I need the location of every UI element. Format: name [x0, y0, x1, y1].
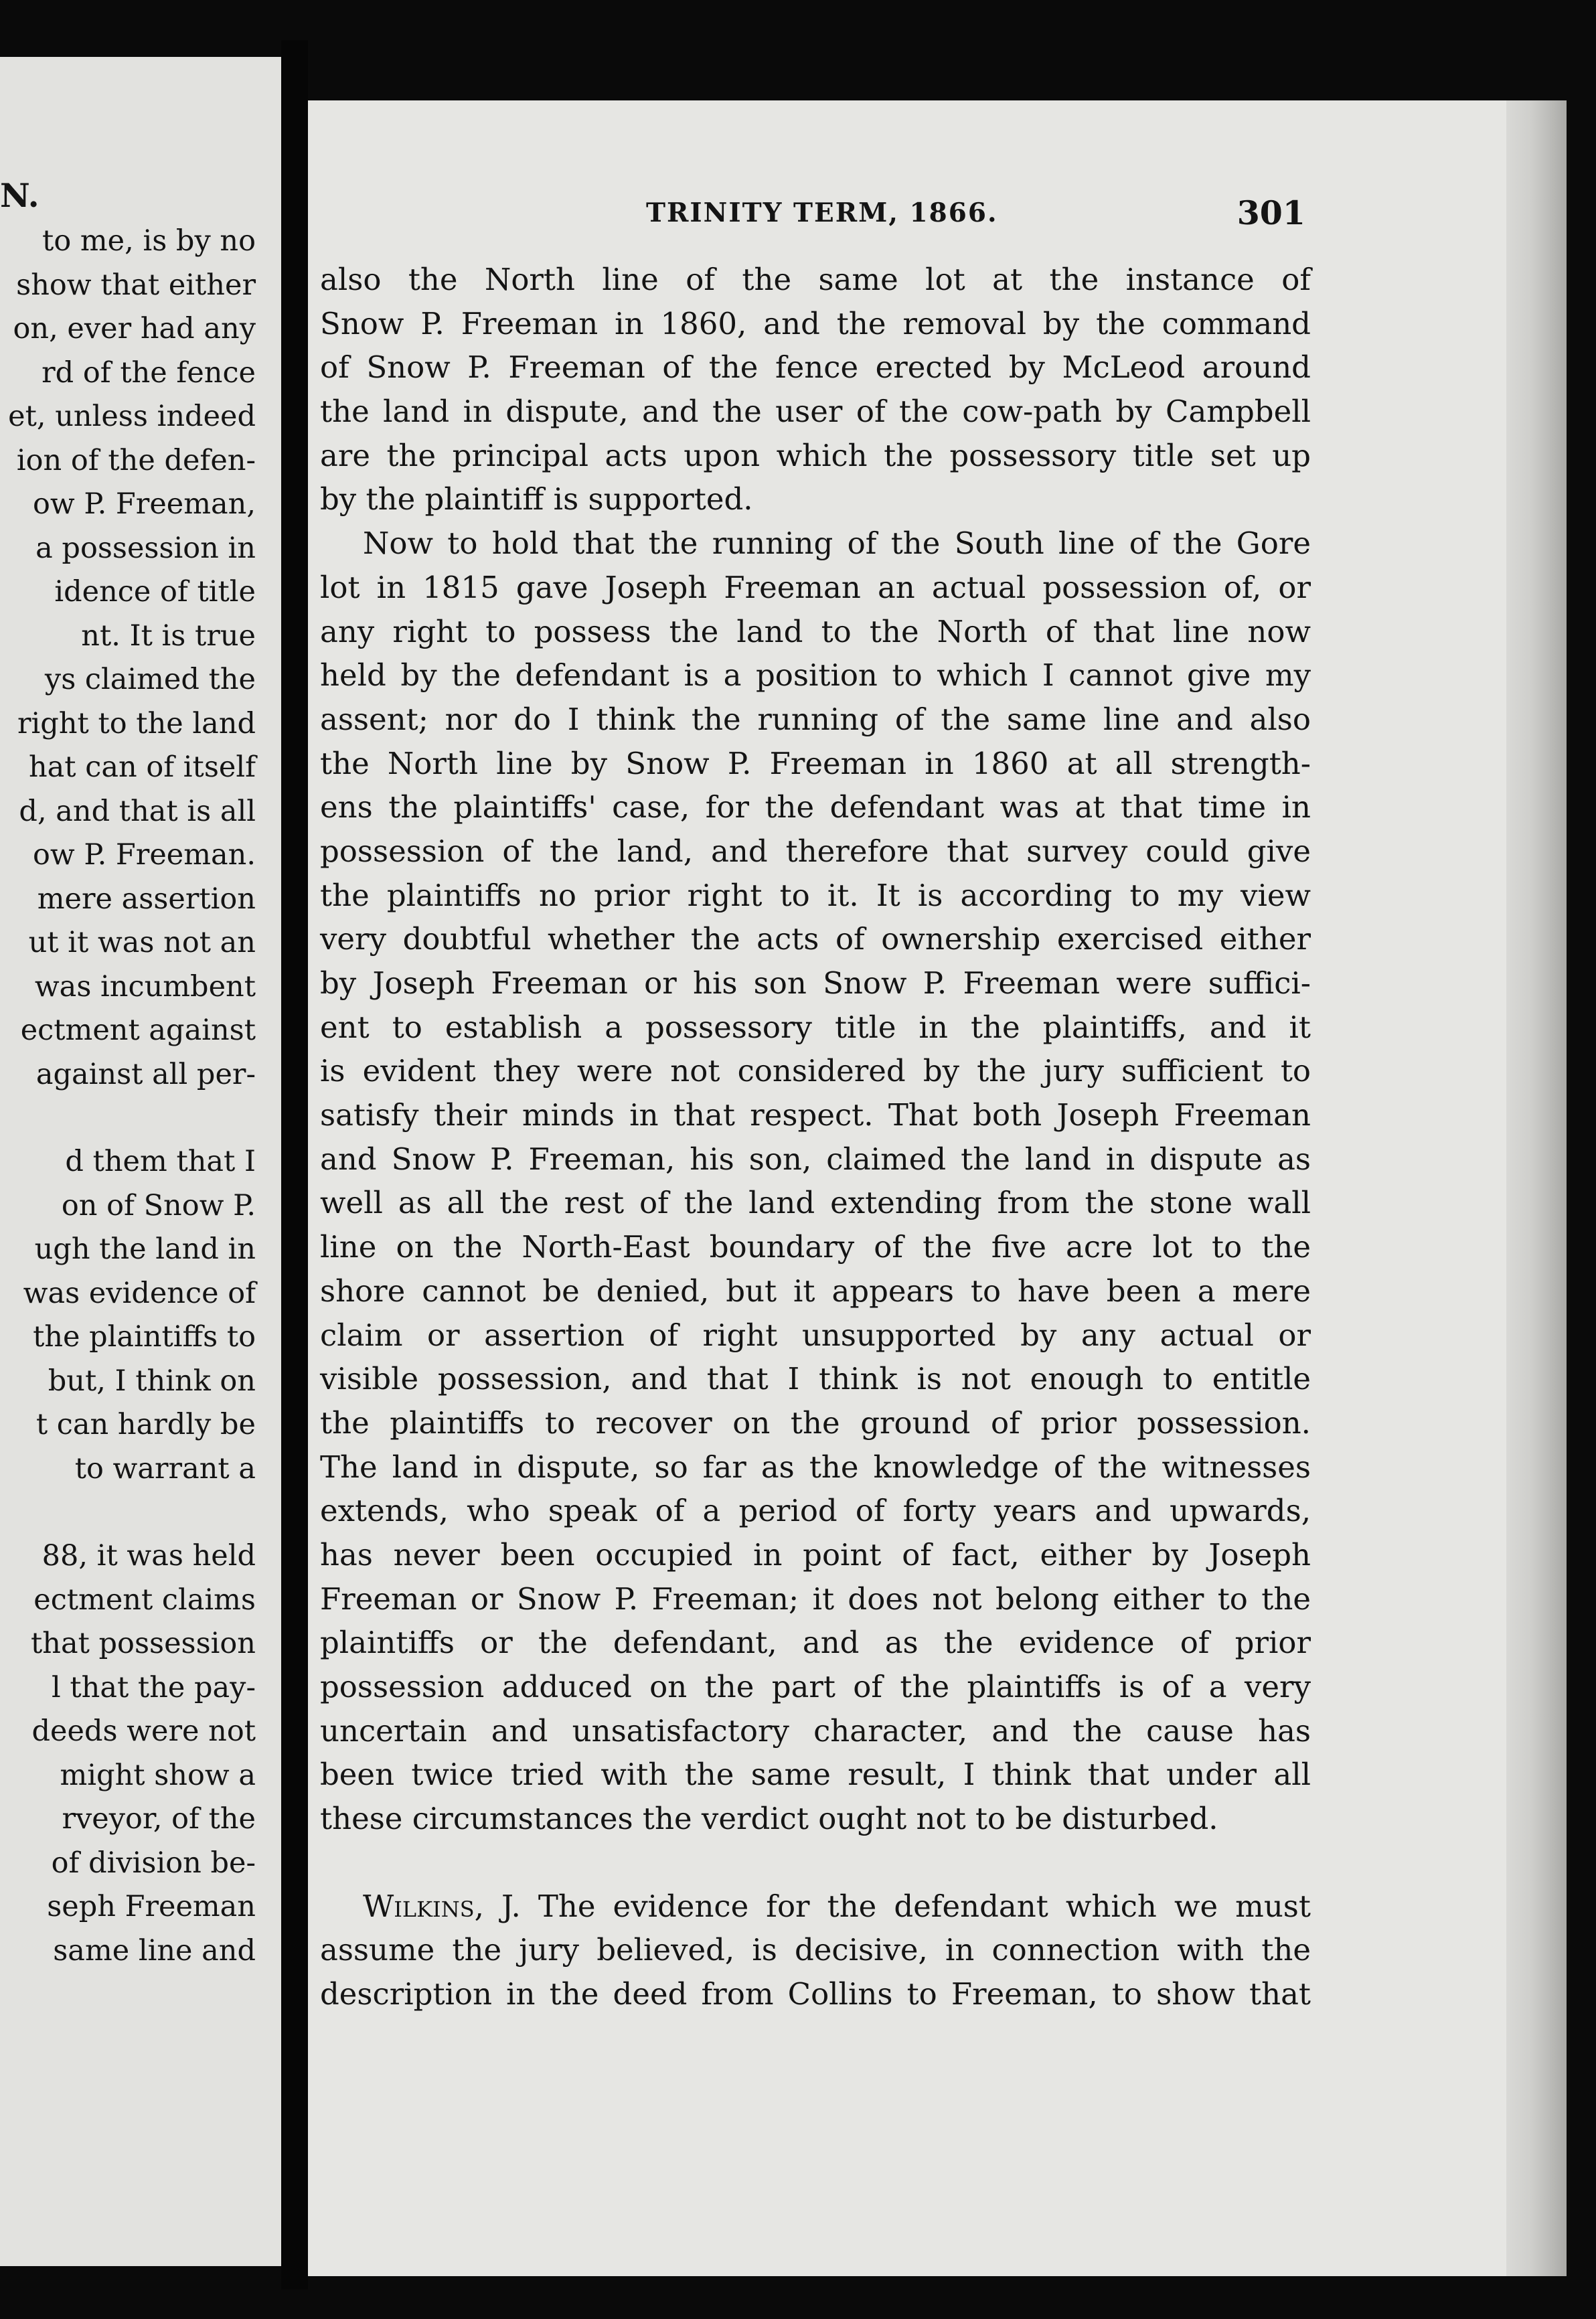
left-text-line: ectment claims: [33, 1583, 256, 1617]
page-edge-shadow: [1506, 100, 1567, 2276]
left-text-line: the plaintiffs to: [33, 1320, 256, 1354]
left-text-line: right to the land: [17, 706, 256, 740]
text-line: satisfy their minds in that respect. That both Joseph Freeman: [320, 1097, 1311, 1133]
text-line: plaintiffs or the defendant, and as the evidence of prior: [320, 1625, 1311, 1661]
left-text-line: might show a: [60, 1758, 256, 1792]
left-text-line: to warrant a: [74, 1451, 256, 1486]
text-line: very doubtful whether the acts of ownership exercised either: [320, 921, 1311, 957]
left-text-line: same line and: [53, 1933, 256, 1968]
opinion-paragraphs: [320, 258, 1311, 1841]
left-text-line: ectment against: [20, 1014, 256, 1047]
left-text-line: deeds were not: [31, 1714, 256, 1748]
text-line: claim or assertion of right unsupported by any actual or: [320, 1317, 1311, 1353]
left-text-line: hat can of itself: [28, 750, 256, 784]
text-line: and Snow P. Freeman, his son, claimed the land in dispute as: [320, 1141, 1311, 1177]
text-line: has never been occupied in point of fact, either by Joseph: [320, 1536, 1311, 1573]
text-line: ent to establish a possessory title in the plaintiffs, and it: [320, 1009, 1311, 1045]
left-text-line: ys claimed the: [44, 663, 256, 696]
left-text-line: was evidence of: [23, 1276, 256, 1310]
left-running-head-fragment: N.: [0, 176, 39, 215]
left-text-line: on, ever had any: [13, 312, 256, 345]
left-text-line: ut it was not an: [28, 926, 256, 959]
book-gutter: [281, 40, 308, 2290]
text-line: Snow P. Freeman in 1860, and the removal by the command: [320, 305, 1311, 341]
text-line: [320, 1885, 1311, 1929]
judge-name: Wilkins, J.: [363, 1888, 521, 1924]
left-text-line: d, and that is all: [19, 794, 256, 828]
left-text-line: d them that I: [65, 1145, 256, 1178]
left-text-line: nt. It is true: [81, 619, 256, 653]
text-line: well as all the rest of the land extending from the stone wall: [320, 1185, 1311, 1221]
text-line: also the North line of the same lot at the instance of: [320, 262, 1311, 297]
left-text-line: show that either: [16, 268, 256, 302]
text-line: possession of the land, and therefore that survey could give: [320, 833, 1311, 869]
left-text-line: to me, is by no: [42, 224, 256, 258]
running-head-title: TRINITY TERM, 1866.: [646, 197, 998, 228]
text-line: the plaintiffs no prior right to it. It is according to my view: [320, 877, 1311, 913]
text-line: the North line by Snow P. Freeman in 1860 at all strength-: [320, 745, 1311, 781]
running-head: [308, 193, 1305, 251]
wilkins-opinion: [320, 1885, 1311, 2016]
text-line: Freeman or Snow P. Freeman; it does not belong either to the: [320, 1581, 1311, 1617]
text-line: of Snow P. Freeman of the fence erected by McLeod around: [320, 349, 1311, 386]
text-line: the land in dispute, and the user of the cow-path by Campbell: [320, 394, 1311, 430]
left-page: [0, 57, 281, 2266]
left-page-text: [0, 220, 256, 1973]
left-text-line: was incumbent: [34, 969, 256, 1004]
left-text-line: t can hardly be: [35, 1408, 256, 1441]
text-line: description in the deed from Collins to Freeman, to show that: [320, 1976, 1311, 2012]
left-text-line: on of Snow P.: [61, 1188, 256, 1222]
right-page: [308, 100, 1567, 2276]
left-text-line: rd of the fence: [42, 355, 256, 390]
text-line: ens the plaintiffs' case, for the defendant was at that time in: [320, 789, 1311, 825]
text-line: Now to hold that the running of the South line of the Gore: [363, 526, 1311, 562]
left-text-line: 88, it was held: [42, 1539, 256, 1573]
left-text-line: of division be-: [51, 1846, 256, 1880]
text-line: visible possession, and that I think is not enough to entitle: [320, 1361, 1311, 1397]
text-line: uncertain and unsatisfactory character, and the cause has: [320, 1712, 1311, 1749]
paragraph-gap: [0, 1097, 256, 1140]
left-text-line: ow P. Freeman,: [33, 487, 256, 521]
paragraph-gap: [320, 1841, 1311, 1885]
text-line: assent; nor do I think the running of the same line and also: [320, 701, 1311, 737]
left-text-line: against all per-: [35, 1057, 256, 1091]
left-text-line: ow P. Freeman.: [33, 838, 256, 872]
left-text-line: ugh the land in: [34, 1232, 256, 1266]
page-number: 301: [1236, 193, 1305, 232]
text-line: by Joseph Freeman or his son Snow P. Freeman were suffici-: [320, 965, 1311, 1001]
left-text-line: a possession in: [35, 531, 256, 565]
left-text-line: seph Freeman: [47, 1890, 256, 1923]
text-line: any right to possess the land to the North of that line now: [320, 613, 1311, 649]
text-line: extends, who speak of a period of forty years and upwards,: [320, 1493, 1311, 1529]
text-line: The land in dispute, so far as the knowledge of the witnesses: [320, 1449, 1311, 1485]
text-line: been twice tried with the same result, I think that under all: [320, 1757, 1311, 1793]
left-text-line: ion of the defen-: [16, 443, 256, 477]
text-line: line on the North-East boundary of the five acre lot to the: [320, 1229, 1311, 1265]
text-line: held by the defendant is a position to which I cannot give my: [320, 657, 1311, 694]
text-line-rest: The evidence for the defendant which we must: [520, 1888, 1311, 1924]
text-line: shore cannot be denied, but it appears to have been a mere: [320, 1273, 1311, 1309]
left-text-line: l that the pay-: [51, 1670, 256, 1704]
text-line: is evident they were not considered by the jury sufficient to: [320, 1053, 1311, 1089]
text-line: assume the jury believed, is decisive, in connection with the: [320, 1932, 1311, 1968]
left-text-line: et, unless indeed: [8, 400, 256, 433]
text-line: these circumstances the verdict ought not to be disturbed.: [320, 1801, 1218, 1837]
text-line: lot in 1815 gave Joseph Freeman an actual possession of, or: [320, 569, 1311, 605]
paragraph-gap: [0, 1491, 256, 1534]
left-text-line: that possession: [30, 1627, 256, 1660]
left-text-line: but, I think on: [48, 1364, 256, 1398]
text-line: possession adduced on the part of the plaintiffs is of a very: [320, 1669, 1311, 1704]
left-text-line: rveyor, of the: [62, 1802, 256, 1836]
left-text-line: mere assertion: [37, 882, 256, 916]
body-text: [320, 258, 1311, 2016]
text-line: are the principal acts upon which the possessory title set up: [320, 437, 1311, 473]
text-line: by the plaintiff is supported.: [320, 481, 753, 517]
left-text-line: idence of title: [54, 575, 256, 609]
text-line: the plaintiffs to recover on the ground of prior possession.: [320, 1405, 1311, 1441]
